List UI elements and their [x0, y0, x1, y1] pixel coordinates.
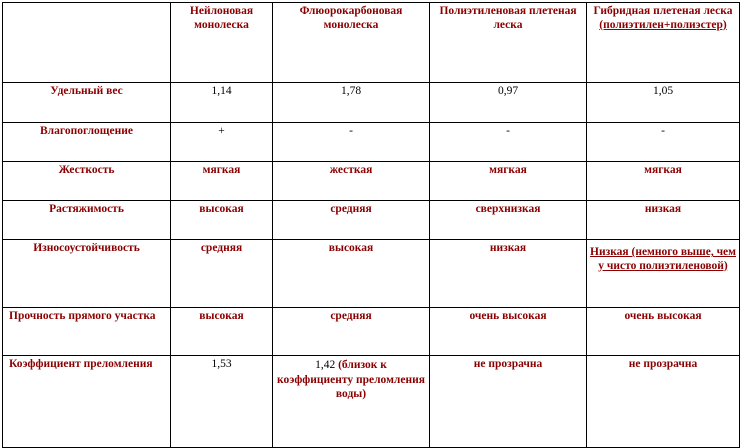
cell-specific-gravity-fluorocarbon: 1,78 — [273, 83, 430, 123]
cell-stretch-pe-braid: сверхнизкая — [430, 201, 587, 240]
cell-abrasion-nylon: средняя — [171, 240, 273, 308]
cell-refractive-index-fluorocarbon — [273, 356, 430, 448]
cell-water-absorption-nylon: + — [171, 123, 273, 162]
cell-straight-strength-pe-braid: очень высокая — [430, 308, 587, 356]
cell-refractive-index-pe-braid: не прозрачна — [430, 356, 587, 448]
table-row — [3, 162, 740, 201]
cell-stretch-hybrid-braid: низкая — [587, 201, 740, 240]
table-row — [3, 356, 740, 448]
cell-specific-gravity-nylon: 1,14 — [171, 83, 273, 123]
table-row — [3, 240, 740, 308]
cell-stiffness-hybrid-braid: мягкая — [587, 162, 740, 201]
cell-refractive-index-hybrid-braid: не прозрачна — [587, 356, 740, 448]
row-label-water-absorption: Влагопоглощение — [3, 123, 171, 162]
table-header-row — [3, 3, 740, 83]
cell-stiffness-nylon: мягкая — [171, 162, 273, 201]
row-label-refractive-index: Коэффициент преломления — [3, 356, 171, 448]
cell-abrasion-pe-braid: низкая — [430, 240, 587, 308]
row-label-straight-strength: Прочность прямого участка — [3, 308, 171, 356]
table-row — [3, 201, 740, 240]
cell-straight-strength-nylon: высокая — [171, 308, 273, 356]
comparison-table — [2, 2, 740, 448]
header-hybrid-line1: Гибридная плетеная леска — [593, 5, 733, 17]
document-page — [0, 2, 741, 406]
header-hybrid-line2: (полиэтилен+полиэстер) — [599, 18, 727, 31]
cell-water-absorption-fluorocarbon: - — [273, 123, 430, 162]
row-label-abrasion-resistance: Износоустойчивость — [3, 240, 171, 308]
header-cell-property — [3, 3, 171, 83]
cell-straight-strength-hybrid-braid: очень высокая — [587, 308, 740, 356]
row-label-specific-gravity: Удельный вес — [3, 83, 171, 123]
cell-refractive-note: (близок к коэффициенту преломления воды) — [277, 359, 425, 401]
row-label-stiffness: Жесткость — [3, 162, 171, 201]
cell-specific-gravity-pe-braid: 0,97 — [430, 83, 587, 123]
row-label-stretch: Растяжимость — [3, 201, 171, 240]
cell-abrasion-hybrid-braid — [587, 240, 740, 308]
header-cell-nylon: Нейлоновая монолеска — [171, 3, 273, 83]
header-cell-fluorocarbon: Флюорокарбоновая монолеска — [273, 3, 430, 83]
cell-stretch-nylon: высокая — [171, 201, 273, 240]
header-cell-hybrid-braid — [587, 3, 740, 83]
cell-abrasion-hybrid-text: Низкая (немного выше, чем у чисто полиэтиленовой) — [590, 246, 736, 272]
table-row — [3, 123, 740, 162]
cell-specific-gravity-hybrid-braid: 1,05 — [587, 83, 740, 123]
table-row — [3, 83, 740, 123]
cell-stiffness-fluorocarbon: жесткая — [273, 162, 430, 201]
cell-abrasion-fluorocarbon: высокая — [273, 240, 430, 308]
cell-refractive-index-nylon: 1,53 — [171, 356, 273, 448]
cell-stiffness-pe-braid: мягкая — [430, 162, 587, 201]
cell-straight-strength-fluorocarbon: средняя — [273, 308, 430, 356]
header-cell-pe-braid: Полиэтиленовая плетеная леска — [430, 3, 587, 83]
cell-stretch-fluorocarbon: средняя — [273, 201, 430, 240]
cell-water-absorption-pe-braid: - — [430, 123, 587, 162]
table-row — [3, 308, 740, 356]
cell-refractive-value: 1,42 — [315, 359, 336, 371]
cell-water-absorption-hybrid-braid: - — [587, 123, 740, 162]
